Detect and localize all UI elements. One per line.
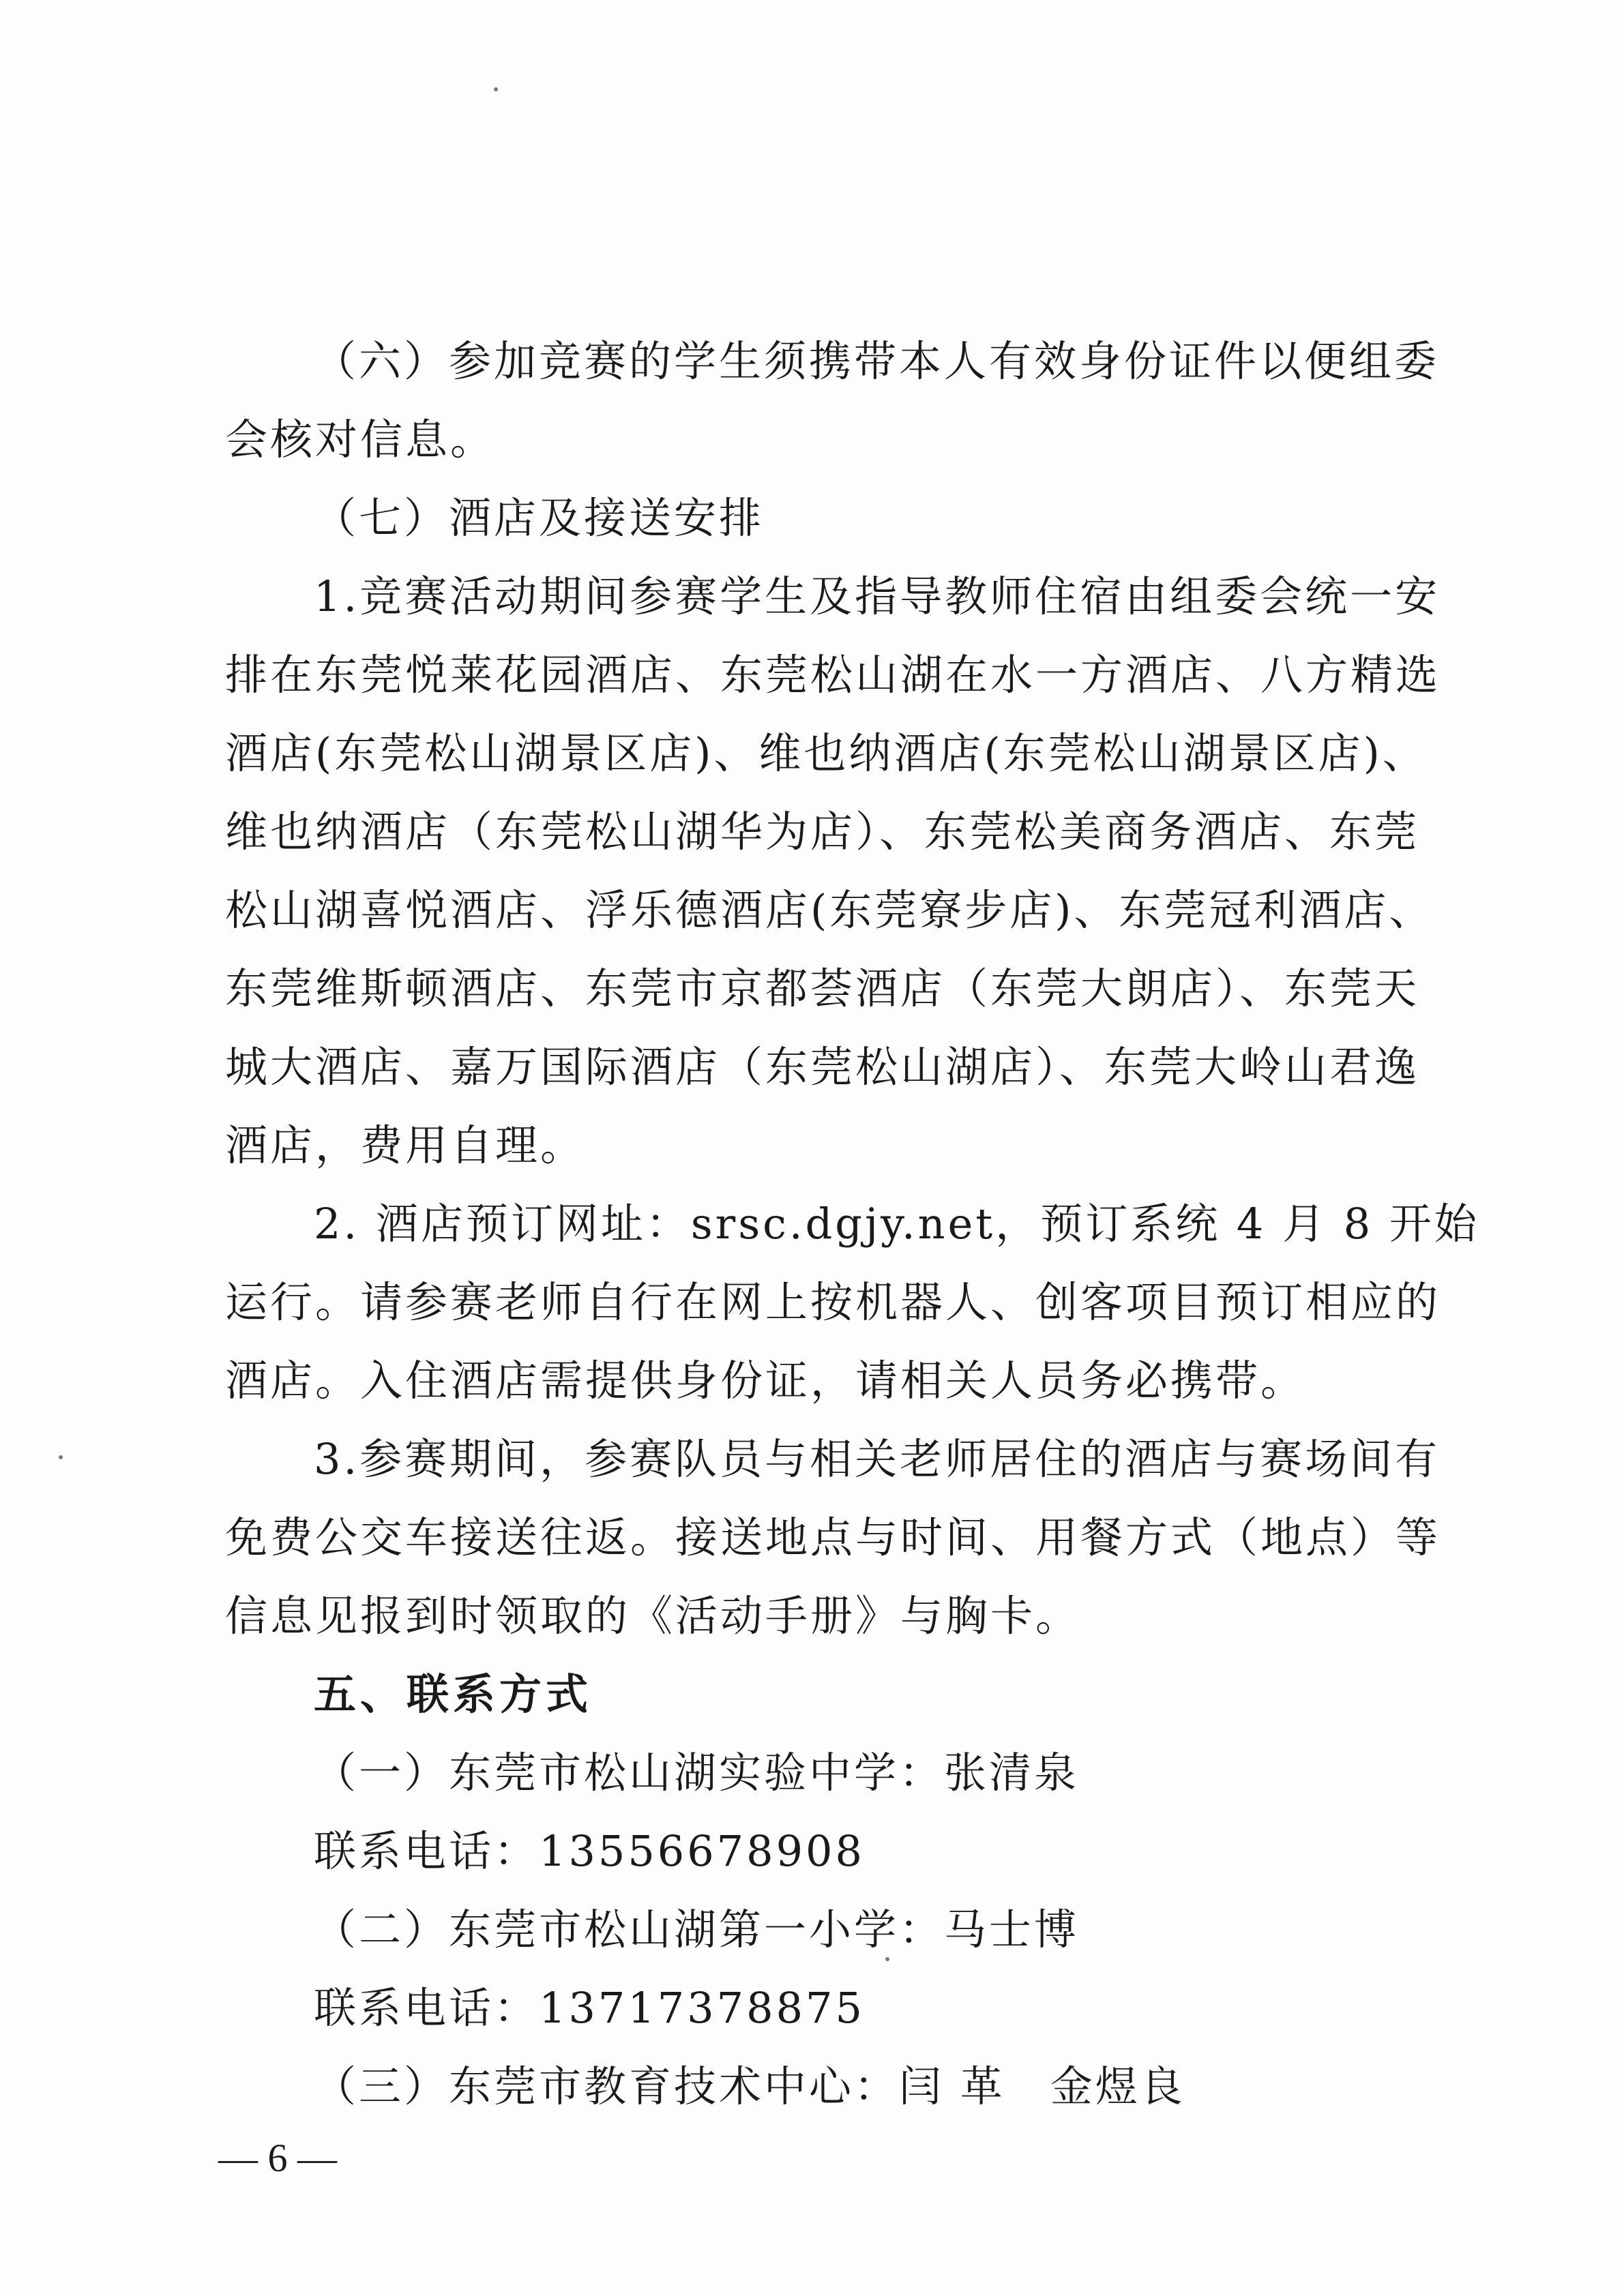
scan-speck: [59, 1455, 63, 1459]
paragraph-line: 1.竞赛活动期间参赛学生及指导教师住宿由组委会统一安: [314, 571, 1441, 621]
section-heading-contact: 五、联系方式: [314, 1669, 593, 1719]
scan-speck: [885, 1957, 889, 1961]
contact-phone-1: 联系电话：13556678908: [314, 1826, 865, 1876]
paragraph-line: 城大酒店、嘉万国际酒店（东莞松山湖店）、东莞大岭山君逸: [225, 1042, 1420, 1092]
contact-school-2: （二）东莞市松山湖第一小学：马士博: [314, 1905, 1080, 1954]
paragraph-line: 会核对信息。: [225, 415, 496, 464]
paragraph-line: 酒店。入住酒店需提供身份证，请相关人员务必携带。: [225, 1356, 1306, 1405]
paragraph-line: 松山湖喜悦酒店、浮乐德酒店(东莞寮步店)、东莞冠利酒店、: [225, 885, 1434, 935]
paragraph-line: 运行。请参赛老师自行在网上按机器人、创客项目预订相应的: [225, 1277, 1441, 1327]
paragraph-line: （六）参加竞赛的学生须携带本人有效身份证件以便组委: [314, 336, 1440, 386]
contact-school-1: （一）东莞市松山湖实验中学：张清泉: [314, 1748, 1080, 1798]
paragraph-line: 酒店(东莞松山湖景区店)、维也纳酒店(东莞松山湖景区店)、: [225, 728, 1428, 778]
paragraph-line: 酒店，费用自理。: [225, 1120, 586, 1170]
paragraph-line: 免费公交车接送往返。接送地点与时间、用餐方式（地点）等: [225, 1512, 1441, 1562]
contact-phone-2: 联系电话：13717378875: [314, 1983, 865, 2033]
section-heading-hotel: （七）酒店及接送安排: [314, 493, 765, 543]
paragraph-line-booking-url: 2. 酒店预订网址：srsc.dgjy.net，预订系统 4 月 8 开始: [314, 1199, 1479, 1249]
contact-center-3: （三）东莞市教育技术中心：闫 革 金煜良: [314, 2061, 1185, 2111]
paragraph-line: 东莞维斯顿酒店、东莞市京都荟酒店（东莞大朗店）、东莞天: [225, 964, 1420, 1013]
scan-speck: [494, 87, 498, 91]
paragraph-line: 维也纳酒店（东莞松山湖华为店）、东莞松美商务酒店、东莞: [225, 807, 1420, 856]
paragraph-line: 信息见报到时领取的《活动手册》与胸卡。: [225, 1591, 1081, 1641]
page-number: — 6 —: [218, 2136, 337, 2180]
paragraph-line: 排在东莞悦莱花园酒店、东莞松山湖在水一方酒店、八方精选: [225, 650, 1441, 700]
paragraph-line: 3.参赛期间，参赛队员与相关老师居住的酒店与赛场间有: [314, 1434, 1441, 1484]
